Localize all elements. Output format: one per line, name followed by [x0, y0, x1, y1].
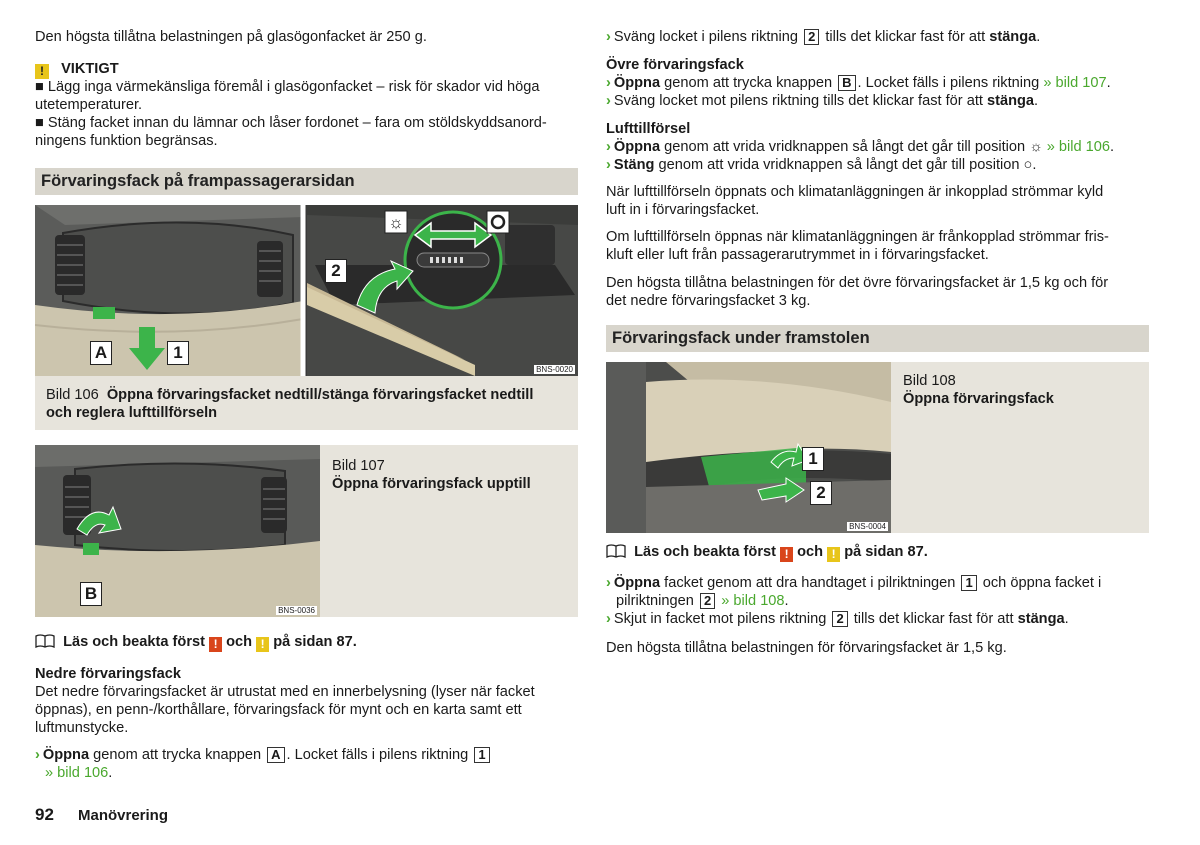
lower-text-2: öppnas), en penn-/korthållare, förvaringsfack för mynt och en karta samt ett	[35, 702, 522, 718]
step-arrow-icon: ›	[606, 139, 611, 155]
section-title-passenger-side: Förvaringsfack på frampassagerarsidan	[35, 168, 578, 195]
figure-108-caption	[891, 362, 1149, 533]
figure-106-caption-line2: och reglera lufttillförseln	[46, 405, 218, 421]
para-2-line-1: Om lufttillförseln öppnas när klimatanläggningen är frånkopplad strömmar fris-	[606, 229, 1109, 245]
step-arrow-icon: ›	[606, 29, 611, 45]
lower-open-step	[35, 746, 578, 782]
upper-compartment	[606, 56, 1149, 110]
page-number: 92	[35, 805, 54, 824]
figure-106-illustration	[35, 205, 578, 376]
upper-title: Övre förvaringsfack	[606, 57, 744, 73]
turn-end: .	[1036, 29, 1041, 45]
step-arrow-icon: ›	[35, 747, 40, 763]
upper-close-text: Sväng locket mot pilens riktning tills det klickar fast för att	[613, 93, 983, 109]
figure-106-caption	[35, 376, 578, 430]
turn-close-step	[606, 28, 1149, 46]
num-2: 2	[804, 29, 819, 45]
para-1-line-2: luft in i förvaringsfacket.	[606, 202, 760, 218]
para-3-line-1: Den högsta tillåtna belastningen för det övre förvaringsfacket är 1,5 kg och för	[606, 275, 1109, 291]
para-1	[606, 183, 1149, 219]
lower-text-3: luftmunstycke.	[35, 720, 129, 736]
warning-item-2a: ■ Stäng facket innan du lämnar och låser fordonet – fara om stöldskyddsanord-	[35, 115, 547, 131]
ref-bild-107[interactable]: » bild 107	[1043, 75, 1107, 91]
lower-compartment	[35, 665, 578, 737]
figure-106	[35, 205, 578, 376]
air-open-end: .	[1109, 139, 1115, 155]
step-arrow-icon: ›	[606, 157, 611, 173]
open-label: Öppna	[42, 747, 90, 763]
lower-title: Nedre förvaringsfack	[35, 666, 181, 682]
section-title-under-seat: Förvaringsfack under framstolen	[606, 325, 1149, 352]
figure-106-label-A: A	[90, 341, 112, 365]
figure-107	[35, 445, 320, 617]
figure-106-number: Bild 106	[46, 387, 99, 403]
air-title: Lufttillförsel	[606, 121, 691, 137]
figure-108-label-1: 1	[802, 447, 824, 471]
figure-107-number: Bild 107	[332, 458, 385, 474]
step-arrow-icon: ›	[606, 93, 611, 109]
step1-end: .	[784, 593, 789, 609]
ref-bild-108[interactable]: » bild 108	[721, 593, 785, 609]
figure-107-illustration	[35, 445, 320, 617]
ref-bild-106-right[interactable]: » bild 106	[1046, 139, 1110, 155]
danger-icon: !	[780, 547, 793, 562]
upper-open-end: .	[1106, 75, 1111, 91]
ref-bild-106[interactable]: » bild 106	[45, 765, 109, 781]
num-2-right: 2	[700, 593, 715, 609]
num-2-step2: 2	[832, 611, 847, 627]
figure-107-label-B: B	[80, 582, 102, 606]
book-icon	[35, 634, 59, 650]
figure-108-number: Bild 108	[903, 373, 956, 389]
warning-item-1b: utetemperaturer.	[35, 97, 143, 113]
step1-text-2: och öppna facket i	[982, 575, 1102, 591]
para-2	[606, 228, 1149, 264]
key-B: B	[838, 75, 855, 91]
warning-title: VIKTIGT	[61, 61, 119, 77]
sun-icon: ☼	[1029, 139, 1043, 155]
read-first-note	[35, 633, 578, 652]
step2-end: .	[1064, 611, 1069, 627]
step1-text-3: pilriktningen	[616, 593, 694, 609]
danger-icon: !	[209, 637, 222, 652]
turn-text-1: Sväng locket i pilens riktning	[613, 29, 799, 45]
figure-108-illustration	[606, 362, 891, 533]
turn-text-2: tills det klickar fast för att	[825, 29, 986, 45]
step-arrow-icon: ›	[606, 575, 611, 591]
open-text-1: genom att trycka knappen	[93, 747, 262, 763]
figure-108-label-2: 2	[810, 481, 832, 505]
num-1-right: 1	[961, 575, 976, 591]
air-close-bold: Stäng	[613, 157, 655, 173]
upper-open-text-1: genom att trycka knappen	[664, 75, 833, 91]
step1-bold: Öppna	[613, 575, 661, 591]
book-icon	[606, 544, 630, 560]
step2-text-1: Skjut in facket mot pilens riktning	[613, 611, 827, 627]
page-footer	[35, 806, 168, 825]
svg-text:☼: ☼	[388, 213, 404, 232]
air-close-end: .	[1032, 157, 1037, 173]
figure-106-label-2: 2	[325, 259, 347, 283]
para-2-line-2: kluft eller luft från passagerarutrymmet in i förvaringsfacket.	[606, 247, 989, 263]
para-1-line-1: När lufttillförseln öppnats och klimatanläggningen är inkopplad strömmar kyld	[606, 184, 1104, 200]
chapter-name: Manövrering	[77, 807, 168, 824]
read-first-text-right: Läs och beakta först	[634, 544, 776, 560]
open-end: .	[108, 765, 113, 781]
warning-icon-small: !	[827, 547, 840, 562]
step-arrow-icon: ›	[606, 611, 611, 627]
read-first-text: Läs och beakta först	[63, 634, 205, 650]
step2-bold: stänga	[1017, 611, 1065, 627]
step2-text-2: tills det klickar fast för att	[853, 611, 1014, 627]
step1-text-1: facket genom att dra handtaget i pilriktningen	[664, 575, 956, 591]
under-seat-steps	[606, 574, 1149, 628]
warning-icon: !	[35, 64, 49, 79]
read-first-page-right: på sidan 87.	[844, 544, 928, 560]
final-text: Den högsta tillåtna belastningen för förvaringsfacket är 1,5 kg.	[606, 640, 1007, 656]
turn-close-bold: stänga	[989, 29, 1037, 45]
para-3-line-2: det nedre förvaringsfacket 3 kg.	[606, 293, 811, 309]
read-first-page: på sidan 87.	[273, 634, 357, 650]
figure-106-caption-line1: Öppna förvaringsfacket nedtill/stänga förvaringsfacket nedtill	[106, 387, 534, 403]
figure-106-label-1: 1	[167, 341, 189, 365]
figure-108-code: BNS-0004	[849, 522, 886, 531]
air-close-text: genom att vrida vridknappen så långt det går till position	[658, 157, 1020, 173]
read-first-note-right	[606, 543, 1149, 562]
figure-107-caption	[320, 445, 578, 617]
step-arrow-icon: ›	[606, 75, 611, 91]
warning-item-2b: ningens funktion begränsas.	[35, 133, 218, 149]
intro-text: Den högsta tillåtna belastningen på glasögonfacket är 250 g.	[35, 29, 427, 45]
read-first-and: och	[226, 634, 253, 650]
figure-108-title: Öppna förvaringsfack	[903, 391, 1054, 407]
upper-close-end: .	[1034, 93, 1039, 109]
read-first-and-right: och	[797, 544, 824, 560]
para-3	[606, 274, 1149, 310]
warning-item-1a: ■ Lägg inga värmekänsliga föremål i glasögonfacket – risk för skador vid höga	[35, 79, 540, 95]
circle-icon: ○	[1023, 157, 1033, 173]
figure-107-title: Öppna förvaringsfack upptill	[332, 476, 531, 492]
open-text-2: . Locket fälls i pilens riktning	[286, 747, 469, 763]
warning-icon-small: !	[256, 637, 269, 652]
upper-open-bold: Öppna	[613, 75, 661, 91]
figure-107-code: BNS-0036	[278, 606, 315, 615]
upper-open-text-2: . Locket fälls i pilens riktning	[857, 75, 1040, 91]
air-supply	[606, 120, 1149, 174]
lower-text-1: Det nedre förvaringsfacket är utrustat med en innerbelysning (lyser när facket	[35, 684, 535, 700]
figure-106-code: BNS-0020	[536, 365, 573, 374]
key-A: A	[267, 747, 284, 763]
air-open-bold: Öppna	[613, 139, 661, 155]
warning-box	[35, 60, 578, 150]
upper-close-bold: stänga	[987, 93, 1035, 109]
figure-108	[606, 362, 891, 533]
num-1: 1	[474, 747, 489, 763]
air-open-text: genom att vrida vridknappen så långt det går till position	[664, 139, 1026, 155]
